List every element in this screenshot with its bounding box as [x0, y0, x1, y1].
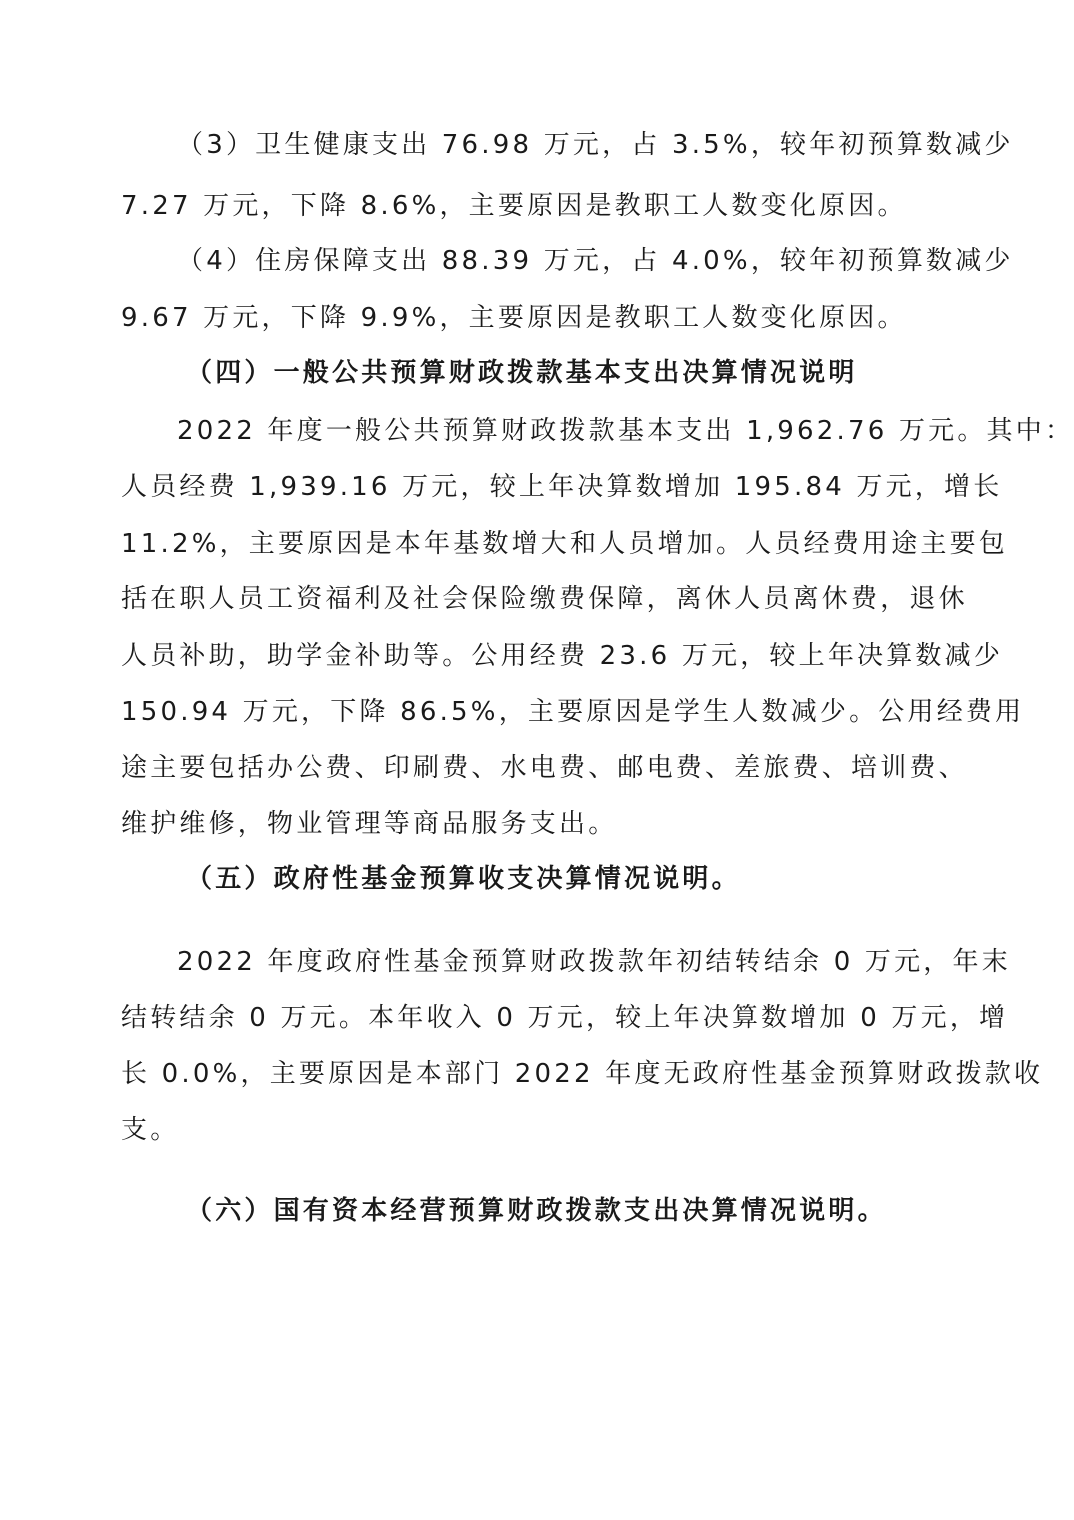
basic-expenditure-line-1: 2022 年度一般公共预算财政拨款基本支出 1,962.76 万元。其中：: [177, 416, 1074, 446]
gov-fund-line-3: 长 0.0%，主要原因是本部门 2022 年度无政府性基金预算财政拨款收: [121, 1059, 1044, 1089]
gov-fund-line-4: 支。: [121, 1115, 180, 1145]
basic-expenditure-line-3: 11.2%，主要原因是本年基数增大和人员增加。人员经费用途主要包: [121, 529, 1008, 559]
health-line-2: 7.27 万元，下降 8.6%，主要原因是教职工人数变化原因。: [121, 191, 907, 221]
basic-expenditure-line-5: 人员补助，助学金补助等。公用经费 23.6 万元，较上年决算数减少: [121, 641, 1004, 671]
housing-line-1: （4）住房保障支出 88.39 万元，占 4.0%，较年初预算数减少: [177, 246, 1014, 276]
gov-fund-line-1: 2022 年度政府性基金预算财政拨款年初结转结余 0 万元，年末: [177, 947, 1011, 977]
basic-expenditure-line-4: 括在职人员工资福利及社会保险缴费保障，离休人员离休费，退休: [121, 584, 968, 614]
gov-fund-line-2: 结转结余 0 万元。本年收入 0 万元，较上年决算数增加 0 万元，增: [121, 1003, 1009, 1033]
health-line-1: （3）卫生健康支出 76.98 万元，占 3.5%，较年初预算数减少: [177, 130, 1014, 160]
section-heading-6: （六）国有资本经营预算财政拨款支出决算情况说明。: [186, 1196, 887, 1226]
housing-line-2: 9.67 万元，下降 9.9%，主要原因是教职工人数变化原因。: [121, 303, 907, 333]
basic-expenditure-line-6: 150.94 万元，下降 86.5%，主要原因是学生人数减少。公用经费用: [121, 697, 1025, 727]
section-heading-4: （四）一般公共预算财政拨款基本支出决算情况说明: [186, 358, 858, 388]
basic-expenditure-line-7: 途主要包括办公费、印刷费、水电费、邮电费、差旅费、培训费、: [121, 753, 968, 783]
basic-expenditure-line-2: 人员经费 1,939.16 万元，较上年决算数增加 195.84 万元，增长: [121, 472, 1003, 502]
basic-expenditure-line-8: 维护维修，物业管理等商品服务支出。: [121, 809, 618, 839]
section-heading-5: （五）政府性基金预算收支决算情况说明。: [186, 864, 741, 894]
